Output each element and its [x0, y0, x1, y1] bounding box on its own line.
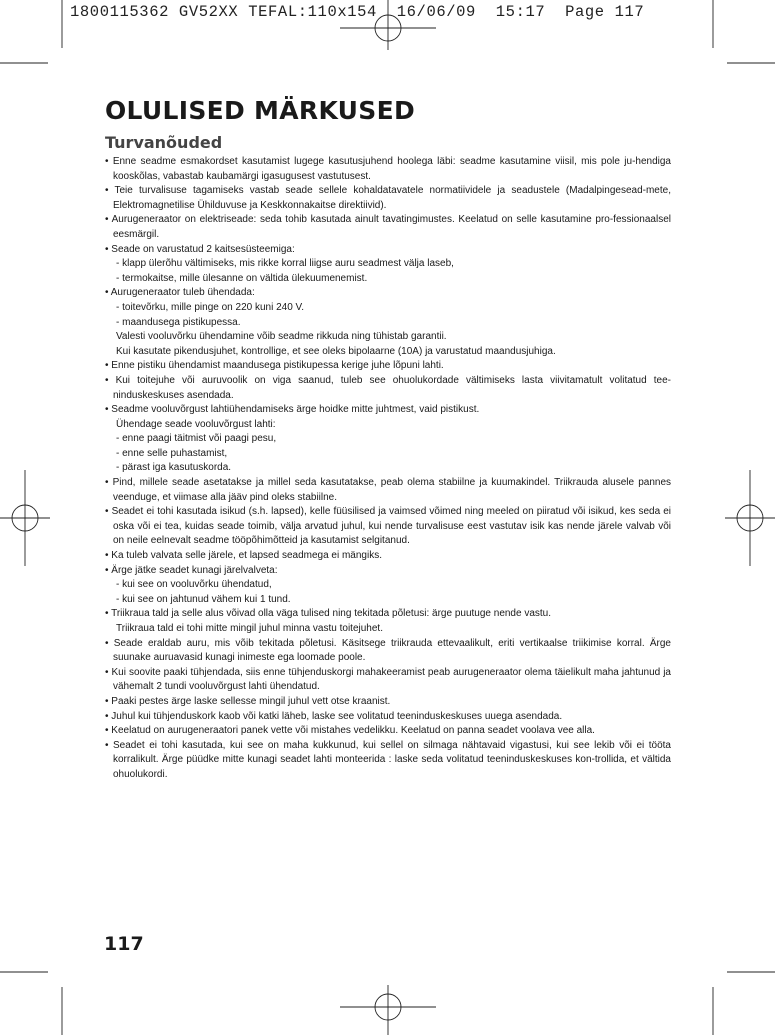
item-text: Aurugeneraator tuleb ühendada: [110, 287, 255, 299]
sub-item: - maandusega pistikupessa. [116, 316, 241, 328]
sub-item: Triikraua tald ei tohi mitte mingil juhul minna vastu toitejuhet. [116, 623, 383, 634]
item-text: Seadet ei tohi kasutada, kui see on maha kukkunud, kui sellel on silmaga nähtavaid vigastusi, kui see lekib või ei tööta korralikult. Ärge püüdke mitte kunagi seadet lahti monteerida : laske seda volitatud teeninduskeskuses kon-trollida, et vältida ohuolukordi. [113, 739, 671, 780]
list-item: • Seade on varustatud 2 kaitsesüsteemiga: - klapp ülerõhu vältimiseks, mis rikke korral liigse auru seadmest välja laseb, - termokaitse, mille ülesanne on vältida ülekuumenemist. [105, 243, 671, 287]
page-title: OLULISED MÄRKUSED [105, 96, 416, 125]
list-item: • Pind, millele seade asetatakse ja millel seda kasutatakse, peab olema stabiilne ja kuumakindel. Triikrauda alusele pannes veenduge, et viimase alla jääv pind oleks stabiilne. [105, 477, 671, 503]
item-text: Paaki pestes ärge laske sellesse mingil juhul vett otse kraanist. [111, 695, 391, 707]
item-text: Aurugeneraator on elektriseade: seda tohib kasutada ainult tavatingimustes. Keelatud on selle kasutamine pro-fessionaalsel eesmärgil. [111, 214, 671, 240]
list-item: • Ärge jätke seadet kunagi järelvalveta: - kui see on vooluvõrku ühendatud, - kui see on jahtunud vähem kui 1 tund. [105, 564, 671, 608]
list-item: • Triikraua tald ja selle alus võivad olla väga tulised ning tekitada põletusi: ärge puutuge nende vastu. Triikraua tald ei tohi mitte mingil juhul minna vastu toitejuhet. [105, 607, 671, 636]
sub-item: - enne paagi täitmist või paagi pesu, [116, 433, 277, 445]
item-text: Pind, millele seade asetatakse ja millel seda kasutatakse, peab olema stabiilne ja kuumakindel. Triikrauda alusele pannes veenduge, et viimase alla jääv pind oleks stabiilne. [112, 477, 671, 503]
list-item: • Paaki pestes ärge laske sellesse mingil juhul vett otse kraanist. [105, 695, 391, 707]
list-item: • Teie turvalisuse tagamiseks vastab seade sellele kohaldatavatele normatiividele ja seadustele (Madalpingesead-mete, Elektromagnetilise Ühilduvuse ja Keskkonnakaitse direktiivid). [105, 185, 671, 211]
section-subtitle: Turvanõuded [105, 133, 223, 152]
item-text: Kui toitejuhe või auruvoolik on viga saanud, tuleb see ohuolukordade vältimiseks lasta viivitamatult volitatud tee-ninduskeskuses asendada. [113, 374, 671, 401]
item-text: Ka tuleb valvata selle järele, et lapsed seadmega ei mängiks. [111, 550, 382, 562]
sub-item: - pärast iga kasutuskorda. [116, 462, 232, 474]
registration-mark-right [725, 470, 775, 566]
item-text: Enne pistiku ühendamist maandusega pistikupessa kerige juhe lõpuni lahti. [111, 360, 444, 372]
list-item: • Aurugeneraator on elektriseade: seda tohib kasutada ainult tavatingimustes. Keelatud on selle kasutamine pro-fessionaalsel eesmärgil. [105, 214, 671, 240]
page-number: 117 [104, 933, 144, 955]
list-item: • Seade eraldab auru, mis võib tekitada põletusi. Käsitsege triikrauda ettevaalikult, eriti vertikaalse triikimise korral. Ärge suunake auruavasid kunagi inimeste ega loomade poole. [105, 637, 671, 664]
item-text: Triikraua tald ja selle alus võivad olla väga tulised ning tekitada põletusi: ärge puutuge nende vastu. [111, 608, 552, 620]
sub-item: - kui see on jahtunud vähem kui 1 tund. [116, 593, 291, 605]
print-slug: 1800115362 GV52XX TEFAL:110x154 16/06/09 15:17 Page 117 [70, 3, 645, 21]
sub-item: Valesti vooluvõrku ühendamine võib seadme rikkuda ning tühistab garantii. [116, 331, 447, 343]
registration-mark-left [0, 470, 50, 566]
list-item: • Juhul kui tühjenduskork kaob või katki läheb, laske see volitatud teeninduskeskuses uuega asendada. [105, 710, 563, 722]
item-text: Keelatud on aurugeneraatori panek vette või mistahes vedelikku. Keelatud on panna seadet voolava vee alla. [111, 725, 595, 737]
item-text: Enne seadme esmakordset kasutamist lugege kasutusjuhend hoolega läbi: seadme kasutamine viisil, mis pole ju-hendiga kooskõlas, vabastab kaubamärgi igasugusest vastutusest. [112, 156, 671, 182]
list-item: • Kui soovite paaki tühjendada, siis enne tühjenduskorgi mahakeeramist peab aurugeneraator olema täielikult maha jahtunud ja vähemalt 2 tundi vooluvõrgust lahti ühendatud. [105, 666, 671, 693]
item-text: Seade on varustatud 2 kaitsesüsteemiga: [111, 243, 295, 255]
sub-item: - enne selle puhastamist, [116, 447, 228, 459]
list-item: • Seadet ei tohi kasutada isikud (s.h. lapsed), kelle füüsilised ja vaimsed võimed ning meeled on piiratud või isikud, kes seda ei oska või ei tea, kuidas seade toimib, välja arvatud juhul, kui nende turvalisuse eest vastutav isik kas nende järele valvab või on neile eelnevalt seadme tööpõhimõtteid ja kasutamist selgitanud. [105, 506, 672, 547]
item-text: Teie turvalisuse tagamiseks vastab seade sellele kohaldatavatele normatiividele ja seadustele (Madalpingesead-mete, Elektromagnetilise Ühilduvuse ja Keskkonnakaitse direktiivid). [113, 185, 671, 211]
item-text: Kui soovite paaki tühjendada, siis enne tühjenduskorgi mahakeeramist peab aurugeneraator olema täielikult maha jahtunud ja vähemalt 2 tundi vooluvõrgust lahti ühendatud. [111, 666, 671, 693]
list-item: • Seadet ei tohi kasutada, kui see on maha kukkunud, kui sellel on silmaga nähtavaid vigastusi, kui see lekib või ei tööta korralikult. Ärge püüdke mitte kunagi seadet lahti monteerida : laske seda volitatud teeninduskeskuses kon-trollida, et vältida ohuolukordi. [105, 739, 671, 780]
item-text: Ärge jätke seadet kunagi järelvalveta: [111, 564, 278, 576]
safety-list [105, 155, 671, 783]
list-item: • Ka tuleb valvata selle järele, et lapsed seadmega ei mängiks. [105, 550, 382, 562]
registration-mark-top [340, 0, 436, 50]
sub-item: - toitevõrku, mille pinge on 220 kuni 240 V. [116, 301, 305, 313]
sub-item: Ühendage seade vooluvõrgust lahti: [116, 418, 276, 430]
registration-mark-bottom [340, 985, 436, 1035]
list-item: • Seadme vooluvõrgust lahtiühendamiseks ärge hoidke mitte juhtmest, vaid pistikust. Ühendage seade vooluvõrgust lahti: - enne paagi täitmist või paagi pesu, - enne selle puhastamist, - pärast iga kasutuskorda. [105, 403, 671, 476]
item-text: Seadme vooluvõrgust lahtiühendamiseks ärge hoidke mitte juhtmest, vaid pistikust. [111, 404, 480, 416]
sub-item: Kui kasutate pikendusjuhet, kontrollige, et see oleks bipolaarne (10A) ja varustatud maandusjuhiga. [116, 345, 556, 357]
item-text: Seade eraldab auru, mis võib tekitada põletusi. Käsitsege triikrauda ettevaalikult, eriti vertikaalse triikimise korral. Ärge suunake auruavasid kunagi inimeste ega loomade poole. [113, 637, 671, 664]
list-item: • Enne seadme esmakordset kasutamist lugege kasutusjuhend hoolega läbi: seadme kasutamine viisil, mis pole ju-hendiga kooskõlas, vabastab kaubamärgi igasugusest vastutusest. [105, 156, 671, 182]
item-text: Juhul kui tühjenduskork kaob või katki läheb, laske see volitatud teeninduskeskuses uuega asendada. [111, 710, 563, 722]
item-text: Seadet ei tohi kasutada isikud (s.h. lapsed), kelle füüsilised ja vaimsed võimed ning meeled on piiratud või isikud, kes seda ei oska või ei tea, kuidas seade toimib, välja arvatud juhul, kui nende turvalisuse eest vastutav isik kas nende järele valvab või on neile eelnevalt seadme tööpõhimõtteid ja kasutamist selgitanud. [111, 506, 672, 547]
list-item: • Enne pistiku ühendamist maandusega pistikupessa kerige juhe lõpuni lahti. [105, 360, 444, 372]
sub-item: - kui see on vooluvõrku ühendatud, [116, 579, 272, 591]
list-item: • Aurugeneraator tuleb ühendada: - toitevõrku, mille pinge on 220 kuni 240 V. - maandusega pistikupessa. Valesti vooluvõrku ühendamine võib seadme rikkuda ning tühistab garantii. Kui kasutate pikendusjuhet, kontrollige, et see oleks bipolaarne (10A) ja varustatud maandusjuhiga. [105, 286, 671, 359]
list-item: • Kui toitejuhe või auruvoolik on viga saanud, tuleb see ohuolukordade vältimiseks lasta viivitamatult volitatud tee-ninduskeskuses asendada. [105, 374, 671, 401]
list-item: • Keelatud on aurugeneraatori panek vette või mistahes vedelikku. Keelatud on panna seadet voolava vee alla. [105, 725, 595, 737]
sub-item: - termokaitse, mille ülesanne on vältida ülekuumenemist. [116, 272, 368, 284]
sub-item: - klapp ülerõhu vältimiseks, mis rikke korral liigse auru seadmest välja laseb, [116, 258, 454, 270]
